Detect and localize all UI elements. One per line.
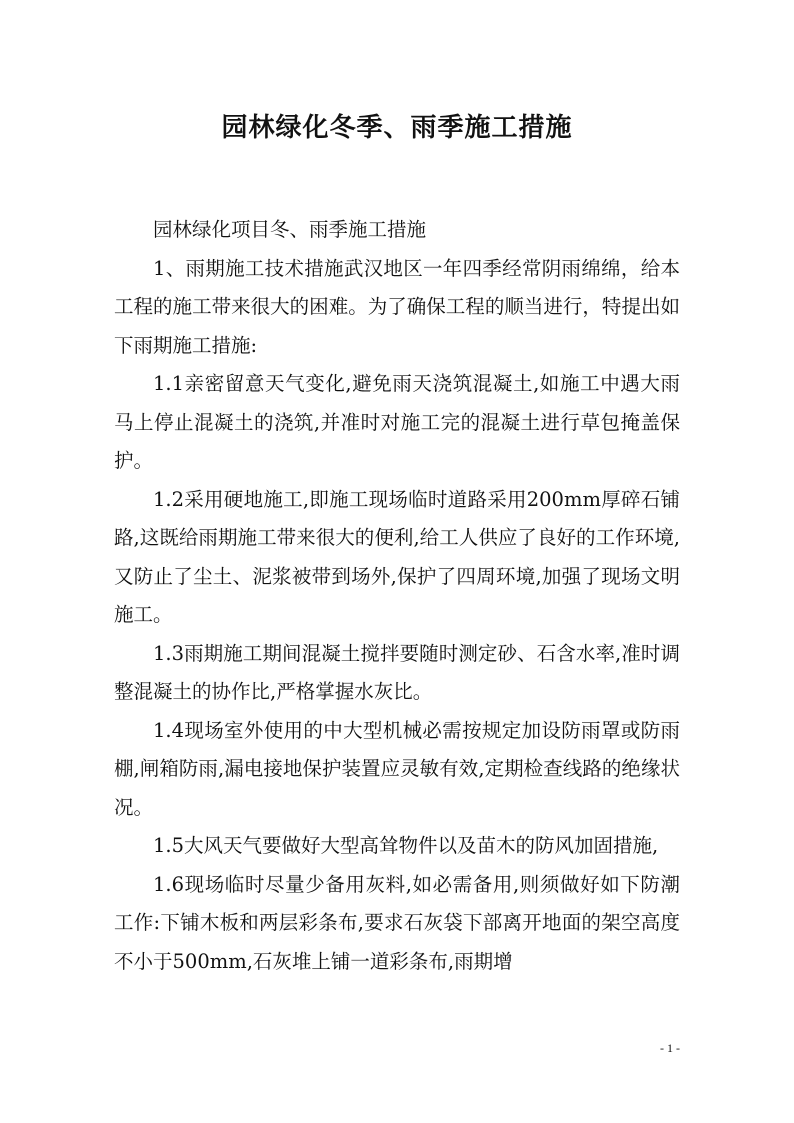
paragraph-1-1: 1.1亲密留意天气变化,避免雨天浇筑混凝土,如施工中遇大雨马上停止混凝土的浇筑,并准时对施工完的混凝土进行草包掩盖保护。 xyxy=(114,372,680,472)
paragraph-1-5: 1.5大风天气要做好大型高耸物件以及苗木的防风加固措施, xyxy=(153,834,659,857)
paragraph-1-4: 1.4现场室外使用的中大型机械必需按规定加设防雨罩或防雨棚,闸箱防雨,漏电接地保护装置应灵敏有效,定期检查线路的绝缘状况。 xyxy=(114,718,680,819)
document-title: 园林绿化冬季、雨季施工措施 xyxy=(221,113,573,143)
paragraph-heading: 园林绿化项目冬、雨季施工措施 xyxy=(153,218,427,241)
document-body xyxy=(114,211,680,981)
paragraph-1-6: 1.6现场临时尽量少备用灰料,如必需备用,则须做好如下防潮工作:下铺木板和两层彩条布,要求石灰袋下部离开地面的架空高度不小于500mm,石灰堆上铺一道彩条布,雨期增 xyxy=(114,872,680,973)
page-number: - 1 - xyxy=(660,1041,680,1055)
paragraph-1-3: 1.3雨期施工期间混凝土搅拌要随时测定砂、石含水率,准时调整混凝土的协作比,严格掌握水灰比。 xyxy=(114,641,680,703)
paragraph-1: 1、雨期施工技术措施武汉地区一年四季经常阴雨绵绵，给本工程的施工带来很大的困难。为了确保工程的顺当进行，特提出如下雨期施工措施: xyxy=(114,256,680,357)
paragraph-1-2: 1.2采用硬地施工,即施工现场临时道路采用200mm厚碎石铺路,这既给雨期施工带来很大的便利,给工人供应了良好的工作环境,又防止了尘土、泥浆被带到场外,保护了四周环境,加强了现场文明施工。 xyxy=(114,487,680,626)
